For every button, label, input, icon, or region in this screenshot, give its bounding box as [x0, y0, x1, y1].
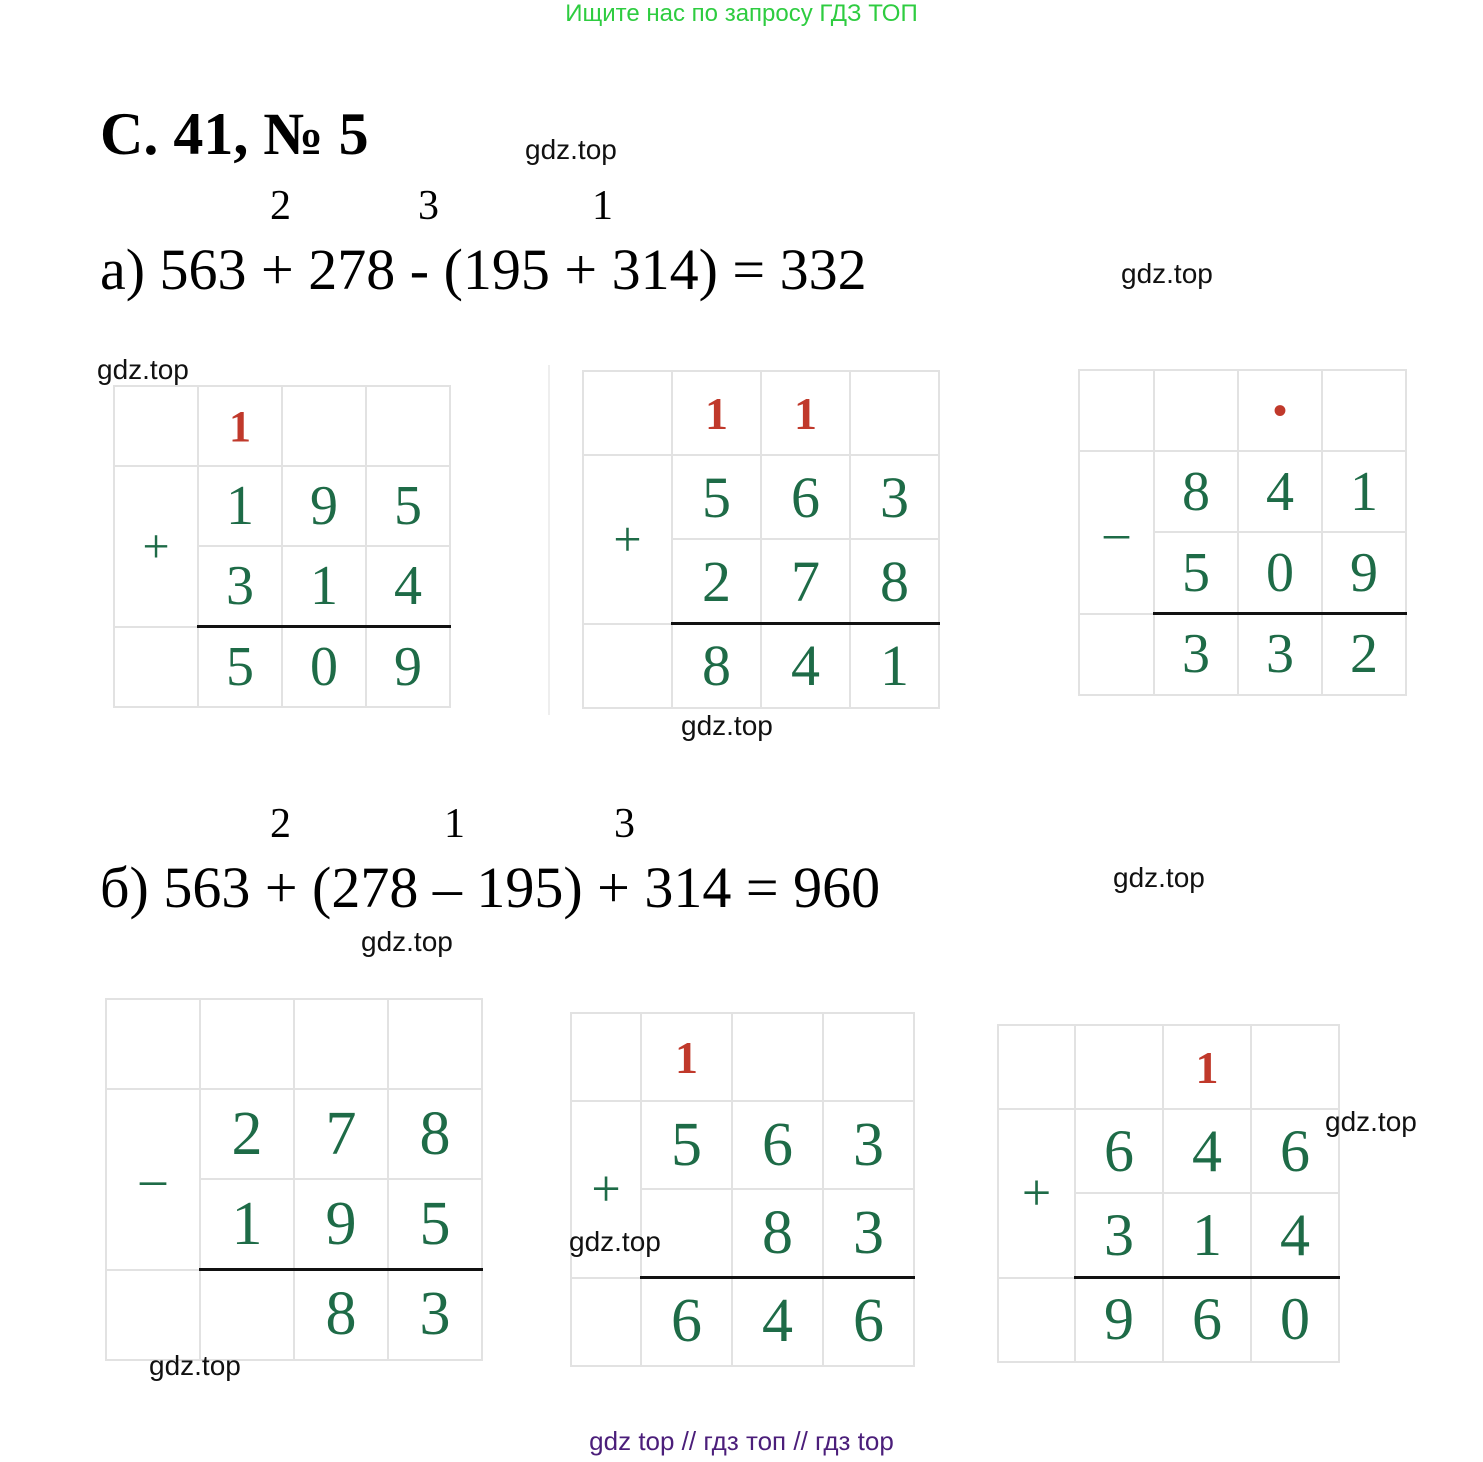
result-digit: 5 [198, 627, 282, 707]
carry-digit: 1 [761, 371, 850, 455]
carry-digit: 1 [198, 386, 282, 466]
digit: 7 [761, 539, 850, 624]
watermark: gdz.top [1121, 258, 1213, 289]
digit: 4 [1163, 1109, 1251, 1193]
digit: 8 [850, 539, 939, 624]
digit: 4 [1251, 1193, 1339, 1278]
order-mark-a-1: 2 [270, 183, 291, 229]
digit: 5 [1154, 532, 1238, 614]
result-digit: 9 [1075, 1278, 1163, 1362]
digit: 7 [294, 1089, 388, 1179]
operator-sign: + [571, 1101, 641, 1278]
watermark: gdz.top [1325, 1106, 1417, 1137]
digit: 6 [1251, 1109, 1339, 1193]
digit: 0 [1238, 532, 1322, 614]
digit: 5 [366, 466, 450, 546]
result-digit: 4 [761, 624, 850, 708]
digit: 2 [672, 539, 761, 624]
operator-sign: – [1079, 451, 1154, 614]
digit: 5 [388, 1179, 482, 1270]
result-digit: 8 [294, 1270, 388, 1360]
carry-digit [282, 386, 366, 466]
divider [548, 365, 550, 715]
carry-digit [732, 1013, 823, 1101]
search-hint: Ищите нас по запросу ГДЗ ТОП [565, 0, 918, 27]
result-digit [200, 1270, 294, 1360]
carry-digit [823, 1013, 914, 1101]
result-digit: 9 [366, 627, 450, 707]
result-digit: 0 [1251, 1278, 1339, 1362]
digit: 1 [200, 1179, 294, 1270]
watermark: gdz.top [1113, 862, 1205, 893]
watermark: gdz.top [525, 134, 617, 165]
page-title: С. 41, № 5 [100, 101, 369, 167]
carry-digit [1251, 1025, 1339, 1109]
footer-links[interactable]: gdz top // гдз топ // гдз top [589, 1426, 894, 1456]
carry-digit [850, 371, 939, 455]
digit: 5 [672, 455, 761, 539]
digit: 1 [1163, 1193, 1251, 1278]
digit: 3 [198, 546, 282, 627]
result-digit: 2 [1322, 614, 1406, 695]
digit: 8 [732, 1189, 823, 1278]
order-mark-a-2: 3 [418, 183, 439, 229]
digit: 3 [823, 1189, 914, 1278]
order-mark-b-3: 3 [614, 801, 635, 847]
result-digit: 6 [823, 1278, 914, 1366]
digit: 1 [1322, 451, 1406, 532]
result-digit: 3 [1238, 614, 1322, 695]
carry-digit [1075, 1025, 1163, 1109]
digit: 6 [1075, 1109, 1163, 1193]
order-mark-a-3: 1 [592, 183, 613, 229]
digit: 4 [1238, 451, 1322, 532]
borrow-dot [1322, 370, 1406, 451]
digit: 1 [282, 546, 366, 627]
watermark: gdz.top [361, 926, 453, 957]
digit: 3 [823, 1101, 914, 1189]
column-subtraction-b1 [105, 998, 483, 1361]
digit: 4 [366, 546, 450, 627]
carry-digit [388, 999, 482, 1089]
column-addition-b3 [997, 1024, 1340, 1363]
result-digit: 1 [850, 624, 939, 708]
watermark: gdz.top [149, 1350, 241, 1381]
result-digit: 0 [282, 627, 366, 707]
borrow-dot: • [1238, 370, 1322, 451]
carry-digit: 1 [641, 1013, 732, 1101]
watermark: gdz.top [569, 1226, 661, 1257]
carry-digit [294, 999, 388, 1089]
digit: 5 [641, 1101, 732, 1189]
carry-digit [366, 386, 450, 466]
result-digit: 8 [672, 624, 761, 708]
digit: 6 [761, 455, 850, 539]
digit: 1 [198, 466, 282, 546]
column-addition-a2 [582, 370, 940, 709]
result-digit: 6 [1163, 1278, 1251, 1362]
column-addition-a1 [113, 385, 451, 708]
operator-sign: + [583, 455, 672, 624]
digit: 9 [294, 1179, 388, 1270]
expression-b: б) 563 + (278 – 195) + 314 = 960 [100, 855, 881, 920]
carry-digit: 1 [672, 371, 761, 455]
digit: 8 [388, 1089, 482, 1179]
order-mark-b-1: 2 [270, 801, 291, 847]
operator-sign: – [106, 1089, 200, 1270]
watermark: gdz.top [681, 710, 773, 741]
digit: 3 [850, 455, 939, 539]
column-subtraction-a3 [1078, 369, 1407, 696]
digit: 9 [282, 466, 366, 546]
carry-digit: 1 [1163, 1025, 1251, 1109]
expression-a: а) 563 + 278 - (195 + 314) = 332 [100, 237, 867, 302]
operator-sign: + [998, 1109, 1075, 1278]
result-digit: 3 [388, 1270, 482, 1360]
digit: 9 [1322, 532, 1406, 614]
digit: 6 [732, 1101, 823, 1189]
digit: 3 [1075, 1193, 1163, 1278]
result-digit: 6 [641, 1278, 732, 1366]
operator-sign: + [114, 466, 198, 627]
result-digit: 4 [732, 1278, 823, 1366]
result-digit: 3 [1154, 614, 1238, 695]
digit: 2 [200, 1089, 294, 1179]
digit: 8 [1154, 451, 1238, 532]
order-mark-b-2: 1 [444, 801, 465, 847]
borrow-dot [1154, 370, 1238, 451]
column-addition-b2 [570, 1012, 915, 1367]
watermark: gdz.top [97, 354, 189, 385]
carry-digit [200, 999, 294, 1089]
